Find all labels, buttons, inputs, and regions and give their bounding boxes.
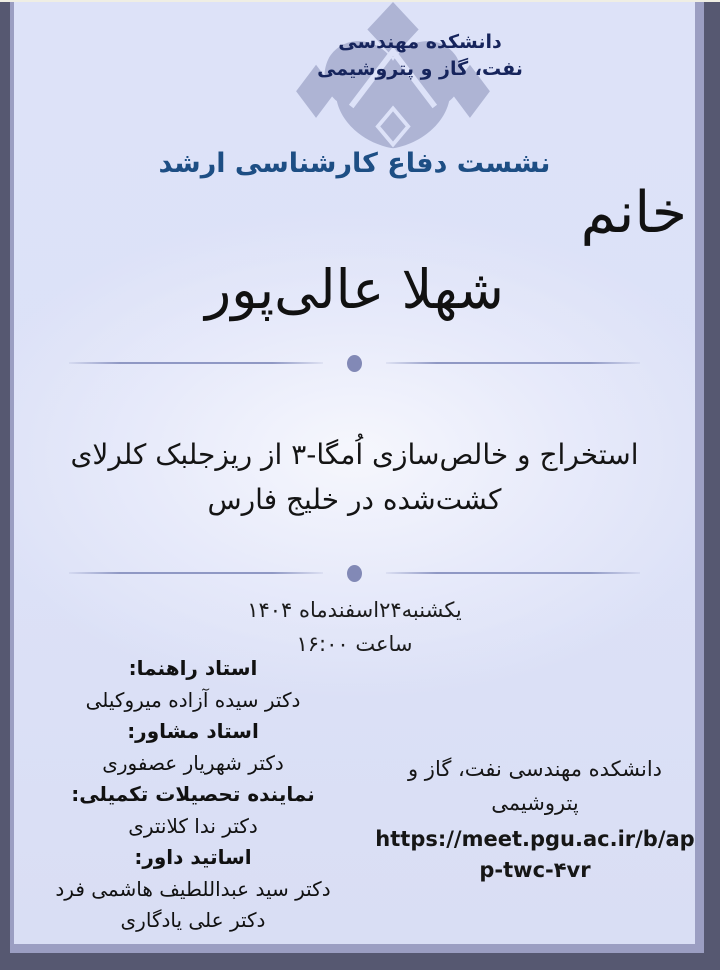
frame-bottom-edge: [10, 944, 704, 953]
honorific: خانم: [580, 180, 687, 246]
faculty-name-line2: نفت، گاز و پتروشیمی: [317, 58, 523, 80]
defense-date: یکشنبه۲۴اسفندماه ۱۴۰۴: [247, 598, 462, 622]
supervisor-name: دکتر سیده آزاده میروکیلی: [85, 687, 301, 712]
session-title: نشست دفاع کارشناسی ارشد: [158, 148, 551, 179]
divider-dot-icon: [347, 355, 362, 372]
venue-block: [374, 752, 696, 886]
divider-line: [386, 572, 640, 574]
grad-rep-name: دکتر ندا کلانتری: [128, 813, 258, 838]
venue-faculty: [374, 752, 696, 820]
thesis-title-line1: استخراج و خالص‌سازی اُمگا-۳ از ریزجلبک کلرلای: [70, 438, 639, 471]
divider-line: [386, 362, 640, 364]
student-name: شهلا عالی‌پور: [205, 258, 504, 321]
defense-time: ساعت ۱۶:۰۰: [296, 632, 413, 656]
thesis-title-line2: کشت‌شده در خلیج فارس: [207, 483, 502, 516]
divider-line: [69, 572, 323, 574]
examiner-2-name: دکتر علی یادگاری: [120, 908, 266, 932]
divider-dot-icon: [347, 565, 362, 582]
thesis-title: [44, 432, 665, 522]
frame-right-edge: [695, 2, 704, 944]
divider-under-title: [69, 564, 640, 582]
venue-faculty-line1: دانشکده مهندسی نفت، گاز و: [407, 757, 663, 781]
venue-faculty-line2: پتروشیمی: [491, 791, 579, 815]
poster-content: [14, 2, 695, 944]
frame-left-edge: [10, 2, 14, 944]
frame-top-edge: [0, 0, 720, 2]
divider-line: [69, 362, 323, 364]
faculty-name-header: [280, 29, 560, 83]
grad-rep-label: نماینده تحصیلات تکمیلی:: [71, 782, 315, 806]
faculty-name-line1: دانشکده مهندسی: [338, 31, 502, 53]
supervisor-label: استاد راهنما:: [128, 656, 258, 680]
meeting-link[interactable]: https://meet.pgu.ac.ir/b/app-twc-۴vr: [375, 827, 695, 882]
divider-under-name: [69, 354, 640, 372]
examiner-1-name: دکتر سید عبداللطیف هاشمی فرد: [55, 876, 331, 901]
advisor-label: استاد مشاور:: [127, 719, 259, 743]
examiners-label: اساتید داور:: [134, 845, 252, 869]
committee-list: [24, 653, 362, 937]
advisor-name: دکتر شهریار عصفوری: [102, 750, 284, 775]
